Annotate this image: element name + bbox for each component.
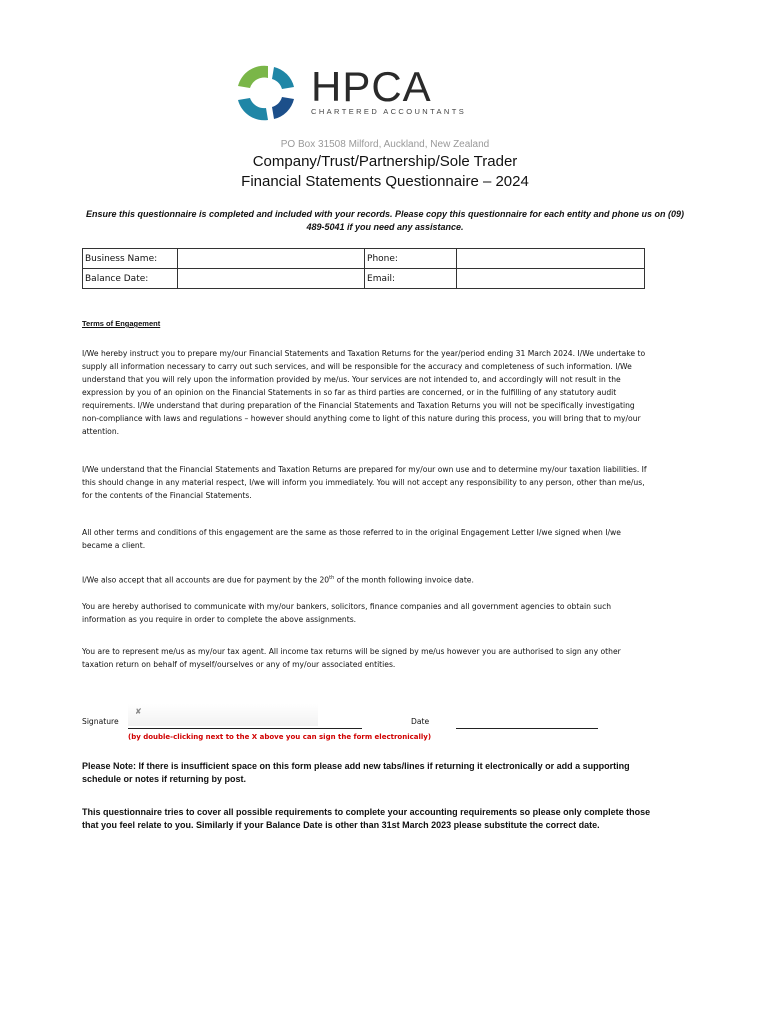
table-row [83,249,645,269]
terms-heading: Terms of Engagement [82,319,161,328]
payment-superscript: th [329,575,335,581]
terms-paragraph-tax-agent: You are to represent me/us as my/our tax agent. All income tax returns will be signed by me/us however you are authorised to sign any other taxation return on behalf of myself/ourselves or any of my/our associated entities. [82,647,621,669]
business-info-table [82,248,645,289]
email-field[interactable] [457,269,645,289]
terms-paragraph-payment [82,572,647,587]
business-name-field[interactable] [178,249,365,269]
signature-field[interactable] [128,704,318,726]
email-label: Email: [365,269,457,289]
logo-wordmark: HPCA [311,63,432,110]
phone-field[interactable] [457,249,645,269]
terms-paragraph-use: I/We understand that the Financial Statements and Taxation Returns are prepared for my/our own use and to determine my/our taxation liabilities. If this should change in any material respect, I/we will inform you immediately. You will not accept any responsibility to any person, other than me/us, for the contents of the Financial Statements. [82,465,647,500]
document-subtitle: Financial Statements Questionnaire – 2024 [241,173,529,190]
hpca-logo-mark-icon [232,62,302,124]
balance-date-field[interactable] [178,269,365,289]
logo-tagline: CHARTERED ACCOUNTANTS [311,107,467,116]
signature-line [128,728,362,729]
insufficient-space-note: Please Note: If there is insufficient space on this form please add new tabs/lines if returning it electronically or add a supporting schedule or notes if returning by post. [82,761,630,784]
signature-label: Signature [82,717,119,726]
payment-text-after: of the month following invoice date. [334,575,474,585]
company-address: PO Box 31508 Milford, Auckland, New Zealand [280,139,490,150]
date-label: Date [411,717,430,726]
business-name-label: Business Name: [83,249,178,269]
signature-x-icon[interactable]: ✘ [135,707,142,716]
balance-date-label: Balance Date: [83,269,178,289]
date-field[interactable] [456,728,598,729]
table-row [83,269,645,289]
phone-label: Phone: [365,249,457,269]
signature-hint: (by double-clicking next to the X above you can sign the form electronically) [128,733,432,741]
requirements-note: This questionnaire tries to cover all possible requirements to complete your accounting requirements so please only complete those that you feel relate to you. Similarly if your Balance Date is other than 31st March 2023 please substitute the correct date. [82,807,651,830]
payment-text-before: I/We also accept that all accounts are due for payment by the 20 [82,575,330,585]
instructions-text: Ensure this questionnaire is completed and included with your records. Please copy this questionnaire for each entity and phone us on (09) 489-5041 if you need any assistance. [85,209,685,232]
document-title: Company/Trust/Partnership/Sole Trader [252,153,518,170]
terms-paragraph-authorise: You are hereby authorised to communicate with my/our bankers, solicitors, finance companies and all government agencies to obtain such information as you require in order to complete the above assignments. [82,602,612,624]
terms-paragraph-conditions: All other terms and conditions of this engagement are the same as those referred to in the original Engagement Letter I/we signed when I/we became a client. [82,528,621,550]
terms-paragraph-instruct: I/We hereby instruct you to prepare my/our Financial Statements and Taxation Returns for the year/period ending 31 March 2024. I/We undertake to supply all information necessary to carry out such services, and will be responsible for the accuracy and completeness of such information. I/We understand that you will rely upon the information provided by me/us. Your services are not intended to, and accordingly will not result in the expression by you of an opinion on the Financial Statements in so far as third parties are concerned, or in the fulfilling of any statutory audit requirements. I/We understand that during preparation of the Financial Statements and Taxation Returns you will not be specifically investigating non-compliance with laws and regulations – however should anything come to light of this nature during this process, you will bring that to my/our attention. [82,349,646,436]
